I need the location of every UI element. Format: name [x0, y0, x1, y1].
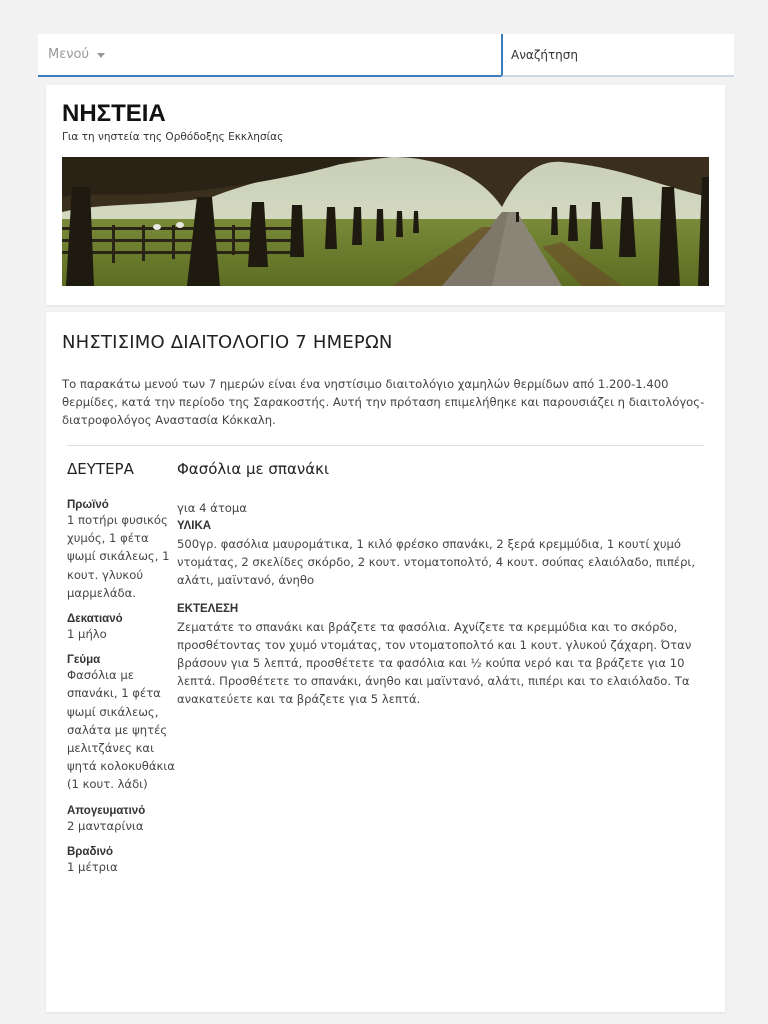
search-box[interactable]	[501, 34, 734, 77]
meal-text: Φασόλια με σπανάκι, 1 φέτα ψωμί σικάλεως, σαλάτα με ψητές μελιτζάνες και ψητά κολοκυθάκια (1 κουτ. λάδι)	[67, 668, 175, 792]
post-title[interactable]: ΝΗΣΤΙΣΙΜΟ ΔΙΑΙΤΟΛΟΓΙΟ 7 ΗΜΕΡΩΝ	[62, 332, 393, 353]
meal-breakfast	[67, 499, 177, 602]
post-intro: Το παρακάτω μενού των 7 ημερών είναι ένα νηστίσιμο διαιτολόγιο χαμηλών θερμίδων από 1.200-1.400 θερμίδες, κατά την περίοδο της Σαρακοστής. Αυτή την πρόταση επιμελήθηκε και παρουσιάζει η διαιτολόγος-διατροφολόγος Αναστασία Κόκκαλη.	[62, 377, 705, 427]
recipe-title: Φασόλια με σπανάκι	[177, 460, 330, 478]
meal-text: 1 μέτρια	[67, 859, 118, 874]
post-article	[46, 312, 725, 1012]
recipe-column	[177, 446, 704, 887]
meal-label: Πρωϊνό	[67, 499, 109, 511]
method-label: ΕΚΤΕΛΕΣΗ	[177, 602, 239, 615]
ingredients-text: 500γρ. φασόλια μαυρομάτικα, 1 κιλό φρέσκο σπανάκι, 2 ξερά κρεμμύδια, 1 κουτί χυμό ντομάτας, 2 σκελίδες σκόρδο, 2 κουτ. ντοματοπολτό, 4 κουτ. σούπας ελαιόλαδο, πιπέρι, αλάτι, μαϊντανό, άνηθο	[177, 537, 696, 588]
menu-label: Μενού	[48, 47, 89, 62]
meal-text: 1 μήλο	[67, 627, 107, 642]
site-title[interactable]: ΝΗΣΤΕΙΑ	[62, 100, 166, 127]
search-input[interactable]	[511, 48, 734, 62]
menu-dropdown[interactable]	[38, 34, 501, 77]
top-navigation-bar	[38, 34, 734, 77]
site-description: Για τη νηστεία της Ορθόδοξης Εκκλησίας	[62, 131, 284, 143]
tree-avenue-banner	[62, 157, 709, 286]
meal-label: Βραδινό	[67, 845, 114, 858]
meal-dinner	[67, 846, 177, 876]
day-name: ΔΕΥΤΕΡΑ	[67, 460, 134, 478]
meal-lunch	[67, 654, 177, 793]
meal-text: 2 μανταρίνια	[67, 818, 144, 833]
chevron-down-icon	[97, 53, 105, 58]
meal-snack-morning	[67, 613, 177, 643]
meals-column	[67, 446, 177, 887]
meal-label: Γεύμα	[67, 654, 101, 667]
method-text: Ζεματάτε το σπανάκι και βράζετε τα φασόλια. Αχνίζετε τα κρεμμύδια και το σκόρδο, προσθέτοντας τον χυμό ντομάτας, τον ντοματοπολτό και 1 κουτ. γλυκού ζάχαρη. Όταν βράσουν για 5 λεπτά, προσθέτετε τα φασόλια και ½ κούπα νερό και τα βράζετε για 10 λεπτά. Προσθέτετε το σπανάκι, άνηθο και μαϊντανό, αλάτι, πιπέρι και το ελαιόλαδο. Τα ανακατεύετε και τα βράζετε για 5 λεπτά.	[177, 619, 692, 707]
blog-header	[46, 85, 725, 305]
day-menu-table	[67, 445, 704, 887]
meal-snack-afternoon	[67, 805, 177, 835]
ingredients-label: ΥΛΙΚΑ	[177, 520, 212, 532]
meal-label: Δεκατιανό	[67, 613, 123, 626]
meal-text: 1 ποτήρι φυσικός χυμός, 1 φέτα ψωμί σικάλεως, 1 κουτ. γλυκού μαρμελάδα.	[67, 513, 170, 600]
recipe-servings: για 4 άτομα	[177, 501, 247, 515]
meal-label: Απογευματινό	[67, 804, 146, 817]
header-banner-image	[62, 157, 709, 286]
